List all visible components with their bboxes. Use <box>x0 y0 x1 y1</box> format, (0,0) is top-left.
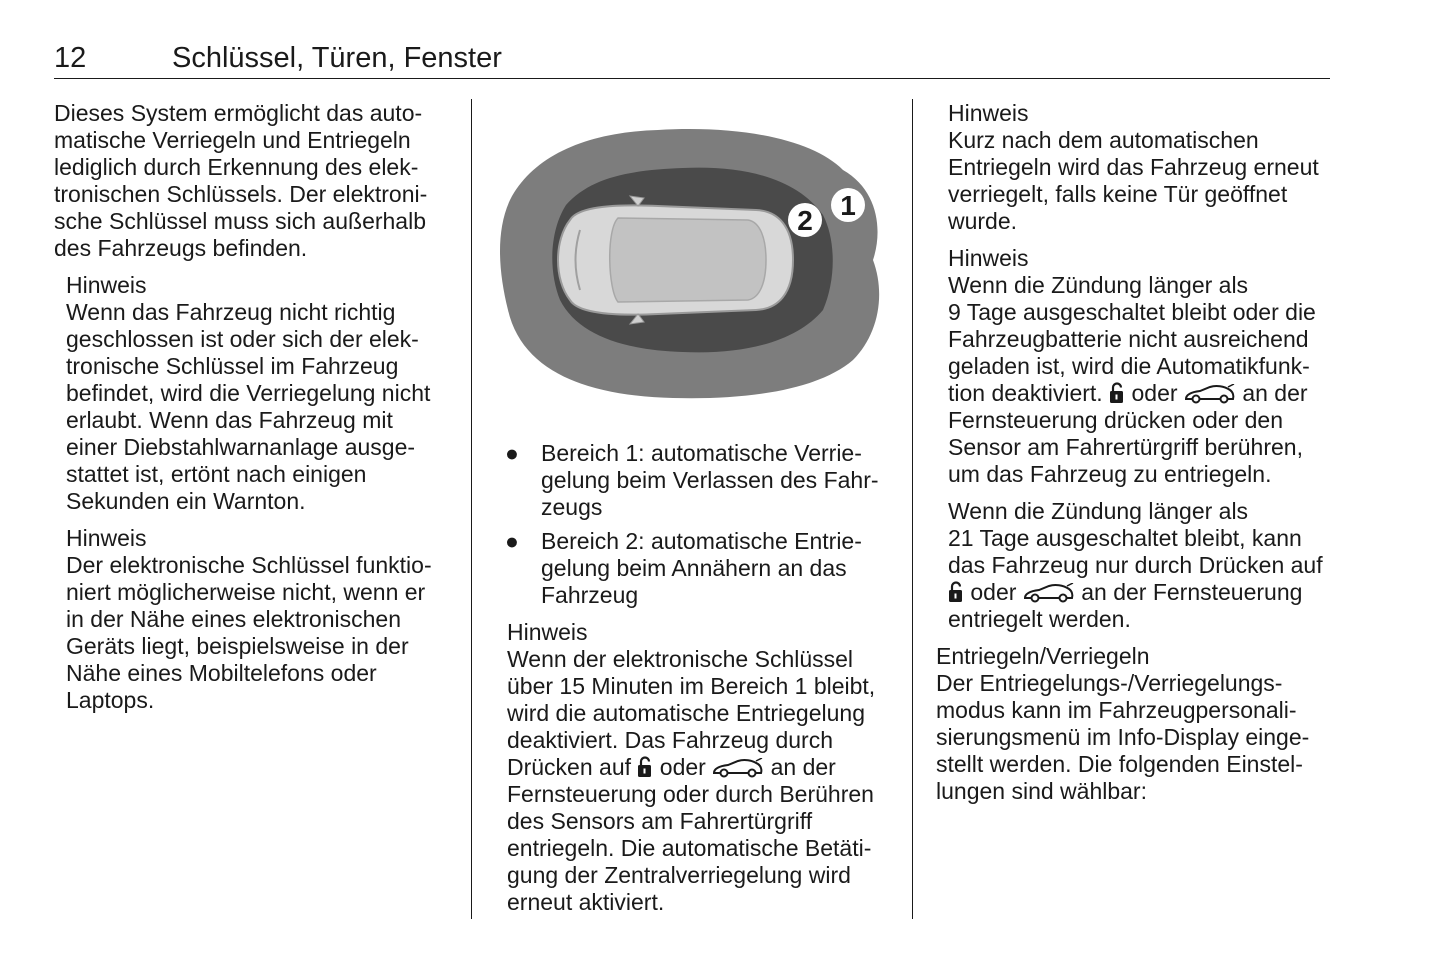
zone-1-number: 1 <box>840 190 856 221</box>
column-divider-1 <box>471 99 472 919</box>
unlock-icon <box>948 581 964 603</box>
text-line: 9 Tage ausgeschaltet bleibt oder die <box>948 299 1316 325</box>
note-heading: Hinweis <box>66 272 147 298</box>
text-line: entriegeln. Die automatische Betäti- <box>507 835 872 861</box>
text-line: gelung beim Annähern an das <box>541 555 847 581</box>
text-line: Laptops. <box>66 687 155 713</box>
text-line: gung der Zentralverriegelung wird <box>507 862 851 888</box>
text-line: erneut aktiviert. <box>507 889 665 915</box>
text-line: modus kann im Fahrzeugpersonali- <box>936 697 1297 723</box>
text-line: Fernsteuerung oder durch Berühren <box>507 781 874 807</box>
note-ignition-off <box>936 245 1336 488</box>
column-2 <box>505 440 900 916</box>
section-heading: Entriegeln/Verriegeln <box>936 643 1150 669</box>
column-1 <box>54 100 459 714</box>
text-line: wird die automatische Entriegelung <box>507 700 865 726</box>
bullet-symbol: ● <box>505 528 519 554</box>
text-line: um das Fahrzeug zu entriegeln. <box>948 461 1272 487</box>
text-line: Kurz nach dem automatischen <box>948 127 1259 153</box>
section-unlock-lock <box>936 643 1336 805</box>
text-line: über 15 Minuten im Bereich 1 bleibt, <box>507 673 876 699</box>
text-line: Entriegeln wird das Fahrzeug erneut <box>948 154 1319 180</box>
page-number: 12 <box>54 42 87 74</box>
paragraph-21-days <box>936 498 1336 633</box>
text-line: geladen ist, wird die Automatikfunk- <box>948 353 1310 379</box>
car-top-view <box>558 196 793 324</box>
text-line: lediglich durch Erkennung des elek- <box>54 154 419 180</box>
note-heading: Hinweis <box>948 245 1029 271</box>
text-line: Sekunden ein Warnton. <box>66 488 306 514</box>
text-line: zeugs <box>541 494 603 520</box>
text-line: lungen sind wählbar: <box>936 778 1147 804</box>
text-line: befindet, wird die Verriegelung nicht <box>66 380 431 406</box>
text-line: sierungsmenü im Info-Display einge- <box>936 724 1310 750</box>
text-line: oder an der Fernsteuerung <box>948 579 1336 606</box>
list-item <box>505 440 900 521</box>
note-heading: Hinweis <box>66 525 147 551</box>
text-line: gelung beim Verlassen des Fahr- <box>541 467 879 493</box>
zone-2-number: 2 <box>797 205 813 236</box>
text-line: deaktiviert. Das Fahrzeug durch <box>507 727 833 753</box>
text-line: Der Entriegelungs-/Verriegelungs- <box>936 670 1283 696</box>
text-line: tronischen Schlüssels. Der elektroni- <box>54 181 428 207</box>
text-line: Wenn die Zündung länger als <box>948 498 1249 524</box>
text-line: Drücken auf oder an der <box>507 754 836 780</box>
text-line: Fahrzeug <box>541 582 639 608</box>
text-line: des Sensors am Fahrertürgriff <box>507 808 813 834</box>
text-line: 21 Tage ausgeschaltet bleibt, kann <box>948 525 1302 551</box>
page-header <box>54 40 1330 79</box>
note-heading: Hinweis <box>948 100 1029 126</box>
note-heading: Hinweis <box>507 619 588 645</box>
text-line: Bereich 1: automatische Verrie- <box>541 440 862 466</box>
car-unlock-icon <box>1023 583 1075 603</box>
intro-paragraph <box>54 100 459 262</box>
note-1 <box>54 272 459 515</box>
zone-label-1 <box>831 188 865 222</box>
text-line: Der elektronische Schlüssel funktio- <box>66 552 432 578</box>
column-divider-2 <box>912 99 913 919</box>
text-line: Bereich 2: automatische Entrie- <box>541 528 862 554</box>
note-2 <box>54 525 459 714</box>
text-line: tronische Schlüssel im Fahrzeug <box>66 353 399 379</box>
car-unlock-icon <box>1184 384 1236 404</box>
text-line: entriegelt werden. <box>948 606 1131 632</box>
text-line: tion deaktiviert. oder an der <box>948 380 1308 406</box>
unlock-icon <box>1109 382 1125 404</box>
text-line: Fahrzeugbatterie nicht ausreichend <box>948 326 1309 352</box>
zone-list <box>505 440 900 609</box>
text-line: Wenn das Fahrzeug nicht richtig <box>66 299 396 325</box>
chapter-title: Schlüssel, Türen, Fenster <box>172 42 502 74</box>
zone-label-2 <box>788 203 822 237</box>
car-unlock-icon <box>712 758 764 778</box>
text-line: Fernsteuerung drücken oder den <box>948 407 1283 433</box>
text-line: verriegelt, falls keine Tür geöffnet <box>948 181 1288 207</box>
unlock-icon <box>637 756 653 778</box>
text-line: Dieses System ermöglicht das auto- <box>54 100 423 126</box>
text-line: Geräts liegt, beispielsweise in der <box>66 633 409 659</box>
text-line: matische Verriegeln und Entriegeln <box>54 127 411 153</box>
bullet-symbol: ● <box>505 440 519 466</box>
text-line: Wenn der elektronische Schlüssel <box>507 646 854 672</box>
text-line: Sensor am Fahrertürgriff berühren, <box>948 434 1303 460</box>
note-zone-timeout <box>507 619 900 916</box>
text-line: erlaubt. Wenn das Fahrzeug mit <box>66 407 393 433</box>
text-line: stattet ist, ertönt nach einigen <box>66 461 367 487</box>
text-line: des Fahrzeugs befinden. <box>54 235 308 261</box>
text-line: sche Schlüssel muss sich außerhalb <box>54 208 426 234</box>
column-3 <box>936 100 1336 805</box>
zone-diagram <box>498 120 888 405</box>
text-line: stellt werden. Die folgenden Einstel- <box>936 751 1303 777</box>
text-line: einer Diebstahlwarnanlage ausge- <box>66 434 416 460</box>
text-line: das Fahrzeug nur durch Drücken auf <box>948 552 1323 578</box>
text-line: in der Nähe eines elektronischen <box>66 606 401 632</box>
text-line: wurde. <box>948 208 1018 234</box>
text-line: Nähe eines Mobiltelefons oder <box>66 660 377 686</box>
list-item <box>505 528 900 609</box>
note-relock <box>936 100 1336 235</box>
text-line: geschlossen ist oder sich der elek- <box>66 326 419 352</box>
text-line: niert möglicherweise nicht, wenn er <box>66 579 426 605</box>
text-line: Wenn die Zündung länger als <box>948 272 1249 298</box>
